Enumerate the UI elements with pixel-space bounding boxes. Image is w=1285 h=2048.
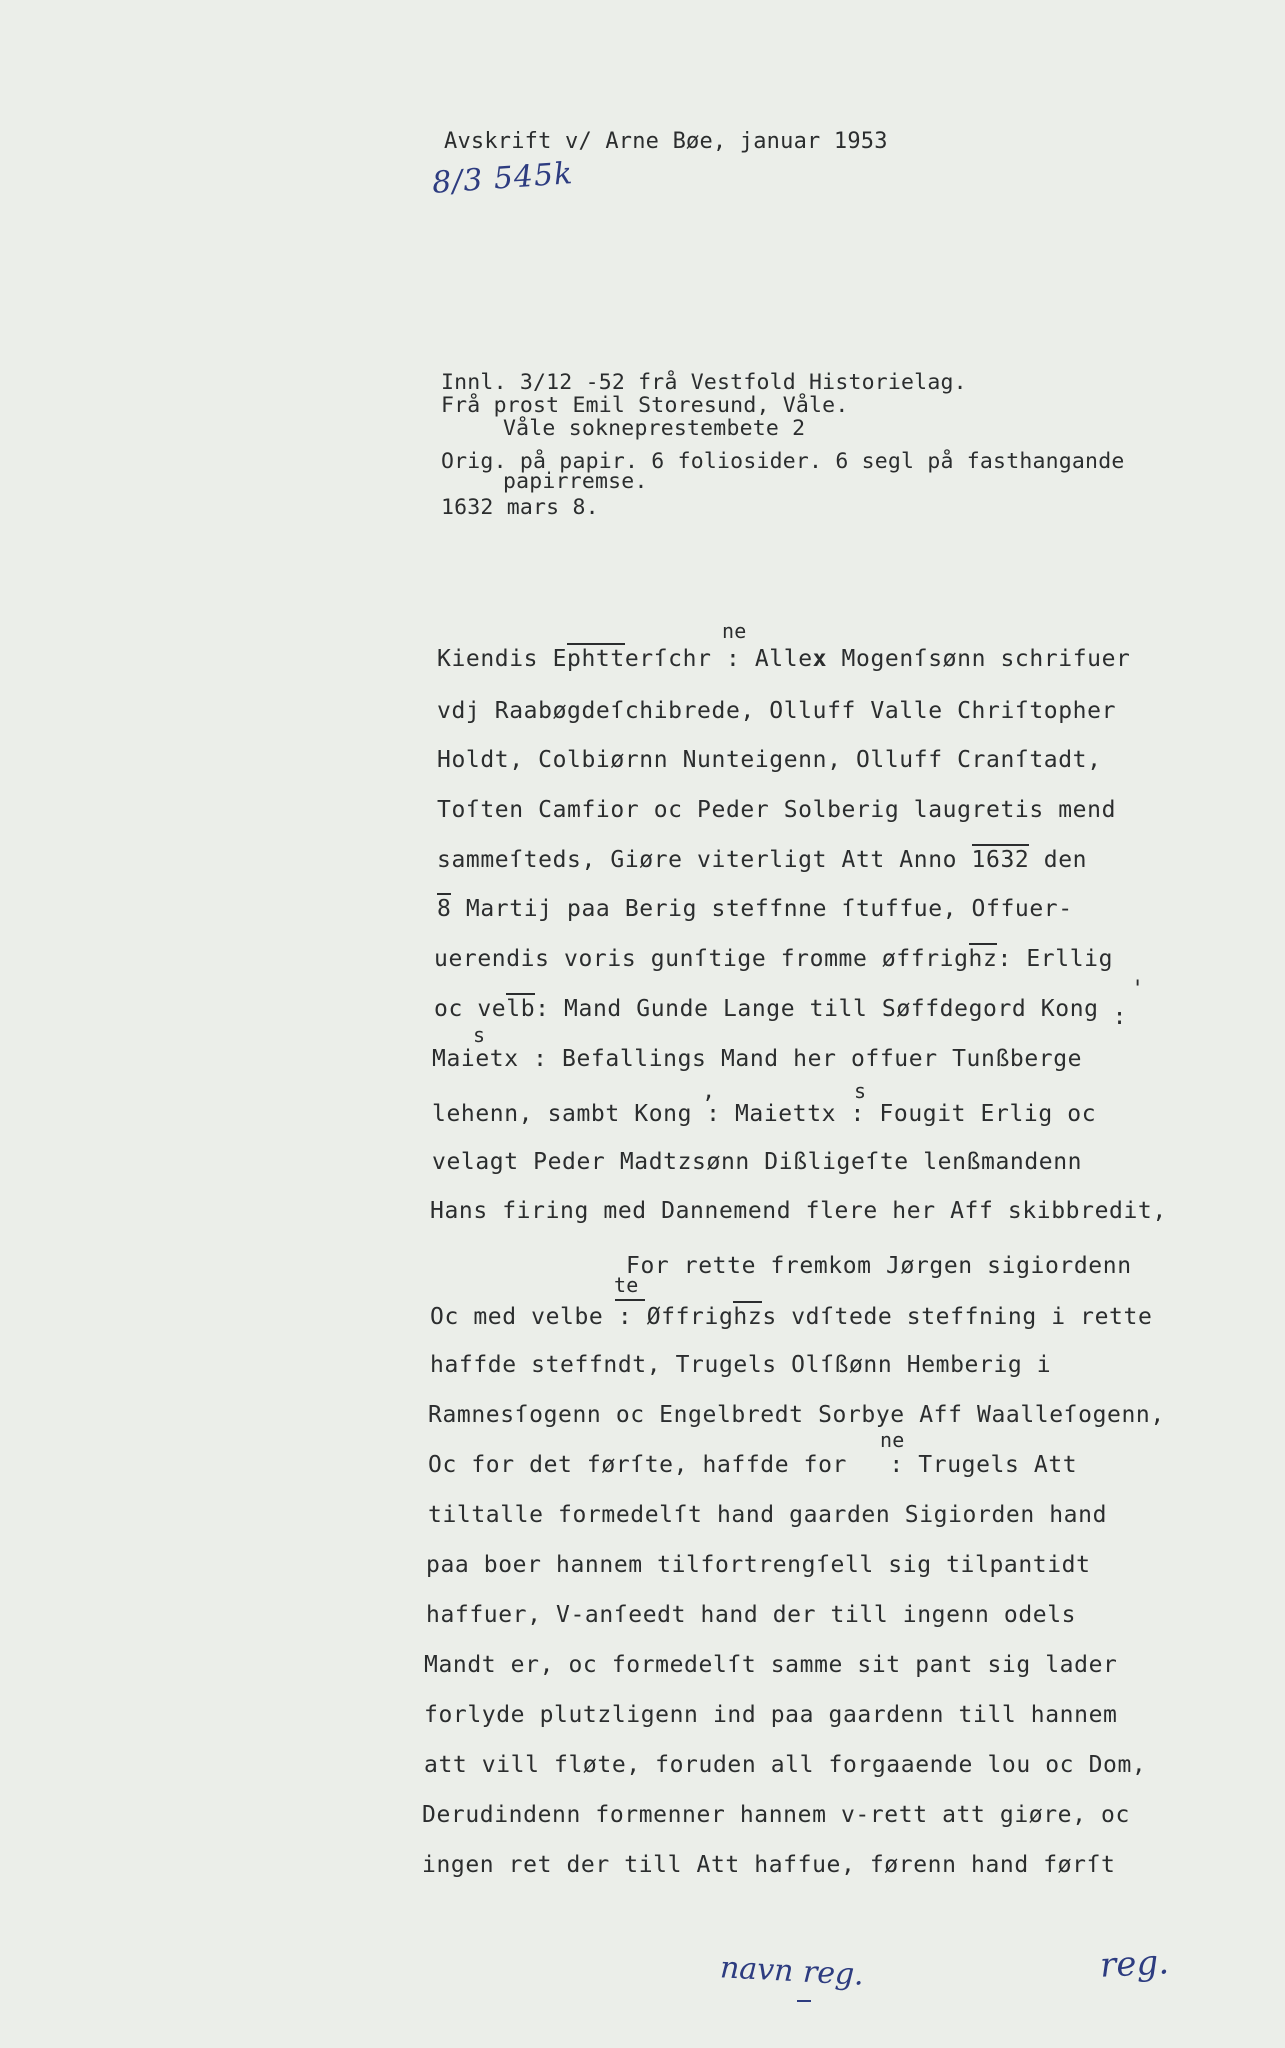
text-line: Ramnesſogenn oc Engelbredt Sorbye Aff Waalleſogenn, [428,1402,1165,1428]
text-line: forlyde plutzligenn ind paa gaardenn till hannem [424,1702,1118,1728]
archive-reference-handwritten: 8/3 545k [430,156,575,201]
text-span: : Erllig [997,946,1114,972]
handwritten-note-reg: reg. [1099,1942,1170,1986]
superscript: te [614,1273,639,1297]
text-line: haffuer, V-anſeedt hand der till ingenn odels [426,1602,1077,1628]
text-span: erſchr : Alle [624,646,813,672]
macron-mark [615,1299,645,1301]
source-line: 1632 mars 8. [441,495,599,520]
text-span: sammeſteds, Giøre viterligt Att Anno [437,847,972,873]
text-line: Maietx : Befallings Mand her offuer Tunßberge [432,1046,1083,1072]
text-span: den [1029,847,1088,873]
handwritten-note-navn-reg: navn reg. [719,1950,865,1993]
abbreviation-mark: hz [969,943,998,972]
text-span: Oc for det førſte, haffde for [428,1452,847,1478]
text-line [437,648,1131,671]
text-span: : Mand Gunde Lange till Søffdegord Kong [535,996,1099,1022]
text-line: Hans firing med Dannemend flere her Aff skibbredit, [430,1198,1167,1224]
source-line: Frå prost Emil Storesund, Våle. [441,393,849,418]
text-line: For rette fremkom Jørgen sigiordenn [626,1253,1132,1279]
text-span: : Trugels Att [874,1452,1078,1478]
text-line: tiltalle formedelſt hand gaarden Sigiorden hand [428,1502,1108,1528]
text-span: uerendis voris gunſtige fromme øffrig [434,946,969,972]
date-overline: 1632 [972,844,1030,873]
text-span: oc ve [434,996,507,1022]
text-span: Kiendis E [437,646,568,672]
text-line [434,948,1113,971]
source-line: papirremse. [503,469,648,494]
text-span: : Øffrig [603,1304,734,1330]
text-line [428,1454,1077,1477]
date-overline: 8 [437,893,451,922]
text-span: x [812,646,828,672]
text-line [437,849,1087,872]
superscript: ne [880,1428,905,1452]
comma-mark: , [702,1079,716,1104]
underline-mark [797,2000,811,2002]
text-span: Oc med velbe [430,1304,604,1330]
abbreviation-mark: hz [733,1301,762,1330]
text-line: att vill fløte, foruden all forgaaende lou oc Dom, [424,1752,1147,1778]
text-line [432,1103,1096,1126]
abbreviation-mark: lb [506,993,535,1022]
text-line: ingen ret der till Att haffue, førenn hand førſt [422,1852,1116,1878]
text-span: : Maiettx : Fougit Erlig oc [706,1101,1097,1127]
apostrophe-mark: ' [1131,977,1145,1002]
source-line: Våle sokneprestembete 2 [503,416,806,441]
text-span: s vdſtede steffning i rette [762,1304,1153,1330]
superscript: ne [722,619,747,643]
text-span: : [1112,1004,1128,1030]
text-line: Toſten Camfior oc Peder Solberig laugretis mend [437,797,1117,823]
text-line [430,1306,1152,1329]
text-span: Mogenſsønn schrifuer [827,646,1131,672]
text-line [437,898,1073,921]
text-line: Mandt er, oc formedelſt samme sit pant sig lader [424,1652,1118,1678]
text-line: Derudindenn formenner hannem v-rett att giøre, oc [422,1802,1130,1828]
text-line: vdj Raabøgdeſchibrede, Olluff Valle Chriſtopher [437,698,1117,724]
text-line: haffde steffndt, Trugels Olſßønn Hemberig i [430,1352,1052,1378]
superscript: s [473,1023,486,1047]
abbreviation-mark: phtt [567,643,625,672]
text-line [434,996,1128,1030]
source-line: Innl. 3/12 -52 frå Vestfold Historielag. [441,370,967,395]
source-line: Orig. på papir. 6 foliosider. 6 segl på fasthangande [441,449,1125,474]
text-span: lehenn, sambt Kong [432,1101,693,1127]
text-line: paa boer hannem tilfortrengſell sig tilpantidt [426,1552,1091,1578]
text-line: velagt Peder Madtzsønn Dißligeſte lenßmandenn [432,1149,1083,1175]
superscript: s [854,1079,867,1103]
transcription-note: Avskrift v/ Arne Bøe, januar 1953 [444,129,888,154]
text-line: Holdt, Colbiørnn Nunteigenn, Olluff Cranſtadt, [437,747,1102,773]
text-span: Martij paa Berig steffnne ſtuffue, Offuer- [451,896,1073,922]
